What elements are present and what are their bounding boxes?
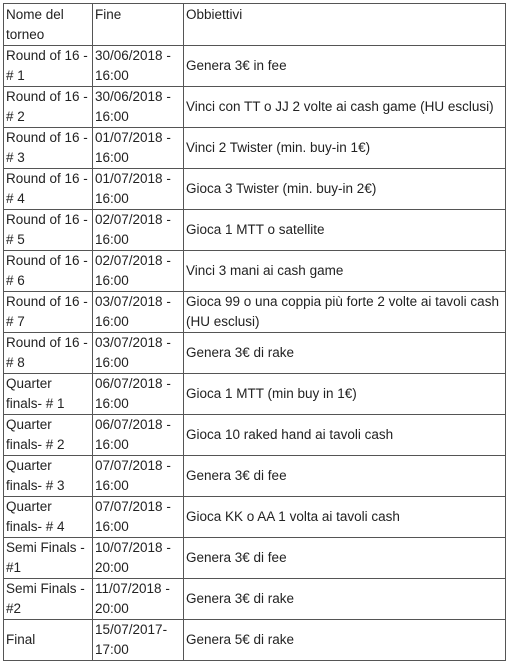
cell-tournament-name: Semi Finals - #2 [4,579,93,620]
cell-objective: Gioca 1 MTT o satellite [184,210,506,251]
cell-objective: Gioca 3 Twister (min. buy-in 2€) [184,169,506,210]
cell-end-date: 02/07/2018 - 16:00 [93,210,184,251]
cell-end-date: 03/07/2018 - 16:00 [93,292,184,333]
cell-end-date: 07/07/2018 - 16:00 [93,497,184,538]
table-row [4,251,506,292]
cell-tournament-name: Round of 16 - # 6 [4,251,93,292]
cell-end-date: 07/07/2018 - 16:00 [93,456,184,497]
cell-tournament-name: Semi Finals - #1 [4,538,93,579]
cell-end-date: 30/06/2018 - 16:00 [93,87,184,128]
cell-objective: Gioca 1 MTT (min buy in 1€) [184,374,506,415]
cell-objective: Genera 5€ di rake [184,620,506,661]
tournament-table-container [3,3,506,660]
cell-objective: Gioca 10 raked hand ai tavoli cash [184,415,506,456]
cell-objective: Genera 3€ di fee [184,538,506,579]
header-tournament-name: Nome del torneo [4,4,93,46]
cell-objective: Vinci con TT o JJ 2 volte ai cash game (HU esclusi) [184,87,506,128]
cell-objective: Vinci 3 mani ai cash game [184,251,506,292]
cell-tournament-name: Quarter finals- # 3 [4,456,93,497]
cell-tournament-name: Quarter finals- # 1 [4,374,93,415]
cell-objective: Genera 3€ di rake [184,579,506,620]
cell-tournament-name: Quarter finals- # 4 [4,497,93,538]
cell-end-date: 11/07/2018 - 20:00 [93,579,184,620]
cell-tournament-name: Round of 16 - # 8 [4,333,93,374]
header-end-date: Fine [93,4,184,46]
cell-tournament-name: Round of 16 - # 7 [4,292,93,333]
table-row [4,456,506,497]
cell-objective: Gioca KK o AA 1 volta ai tavoli cash [184,497,506,538]
table-row [4,538,506,579]
cell-tournament-name: Round of 16 - # 3 [4,128,93,169]
table-row [4,374,506,415]
cell-objective: Genera 3€ di fee [184,456,506,497]
table-row [4,87,506,128]
table-row [4,497,506,538]
table-row [4,128,506,169]
cell-tournament-name: Round of 16 - # 4 [4,169,93,210]
table-row [4,292,506,333]
cell-objective: Vinci 2 Twister (min. buy-in 1€) [184,128,506,169]
cell-tournament-name: Quarter finals- # 2 [4,415,93,456]
cell-end-date: 10/07/2018 - 20:00 [93,538,184,579]
cell-objective: Genera 3€ in fee [184,46,506,87]
table-header-row [4,4,506,46]
cell-tournament-name: Round of 16 - # 5 [4,210,93,251]
cell-end-date: 30/06/2018 - 16:00 [93,46,184,87]
table-row [4,333,506,374]
table-row [4,46,506,87]
table-row [4,415,506,456]
header-objectives: Obbiettivi [184,4,506,46]
cell-end-date: 01/07/2018 - 16:00 [93,128,184,169]
cell-end-date: 15/07/2017- 17:00 [93,620,184,661]
cell-objective: Gioca 99 o una coppia più forte 2 volte ai tavoli cash (HU esclusi) [184,292,506,333]
cell-end-date: 06/07/2018 - 16:00 [93,374,184,415]
cell-end-date: 03/07/2018 - 16:00 [93,333,184,374]
tournament-table [3,3,506,661]
cell-tournament-name: Final [4,620,93,661]
cell-tournament-name: Round of 16 - # 1 [4,46,93,87]
table-body [4,46,506,661]
table-row [4,210,506,251]
table-row [4,620,506,661]
cell-end-date: 01/07/2018 - 16:00 [93,169,184,210]
cell-objective: Genera 3€ di rake [184,333,506,374]
cell-end-date: 02/07/2018 - 16:00 [93,251,184,292]
table-row [4,579,506,620]
table-row [4,169,506,210]
cell-end-date: 06/07/2018 - 16:00 [93,415,184,456]
cell-tournament-name: Round of 16 - # 2 [4,87,93,128]
